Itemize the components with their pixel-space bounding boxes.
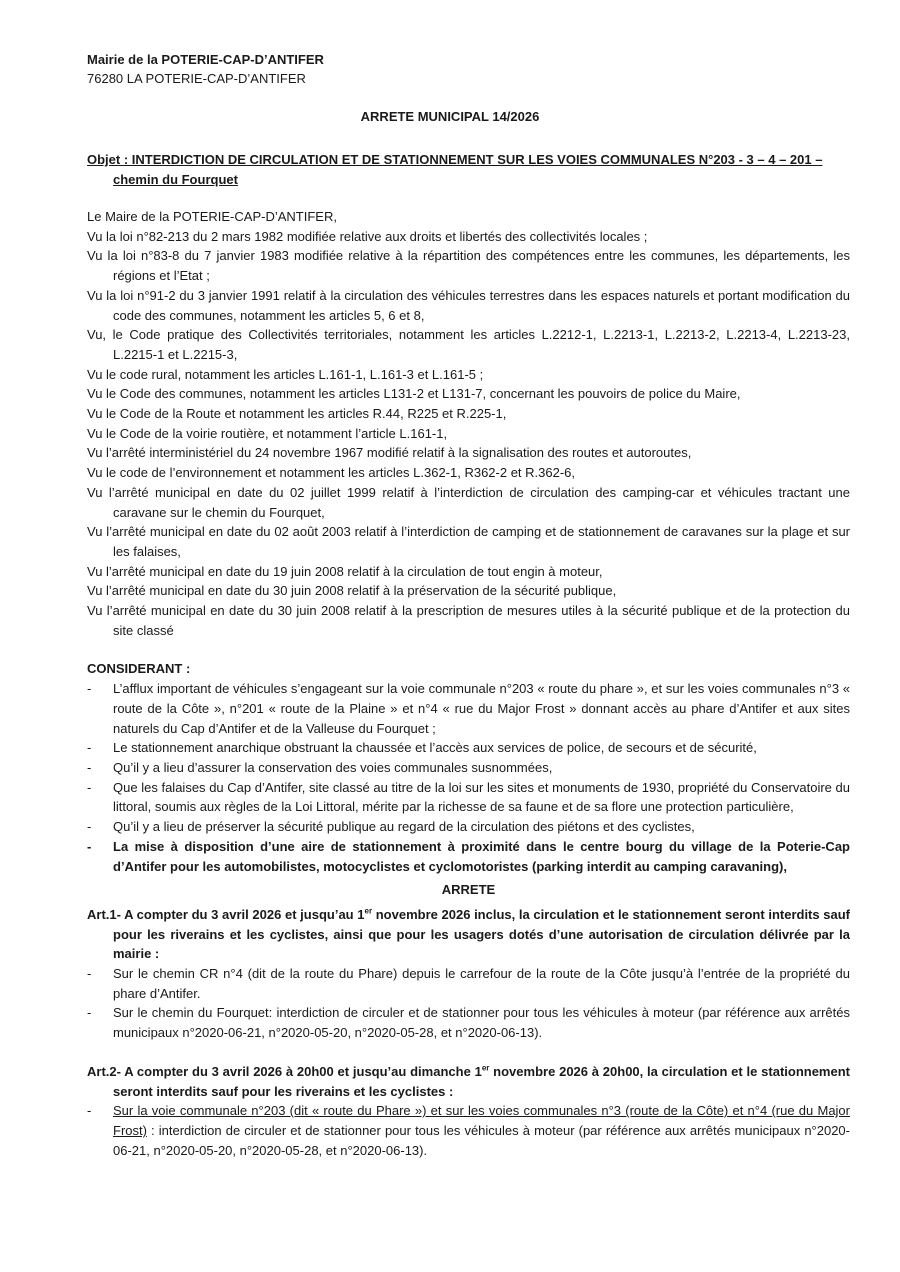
visa-item: Vu le Code des communes, notamment les articles L131-2 et L131-7, concernant les pouvoirs de police du Maire, [87, 386, 741, 402]
visa-item: Vu la loi n°82-213 du 2 mars 1982 modifiée relative aux droits et libertés des collectivités locales ; [87, 228, 648, 244]
bullet-dash: - [87, 779, 92, 795]
bullet-dash: - [87, 966, 92, 982]
visa-item: Vu le Code de la voirie routière, et notamment l’article L.161-1, [87, 425, 448, 441]
mairie-name: Mairie de la POTERIE-CAP-D’ANTIFER [87, 52, 324, 67]
mairie-address: 76280 LA POTERIE-CAP-D’ANTIFER [87, 71, 306, 86]
article-1-item: - Sur le chemin du Fourquet: interdiction de circuler et de stationner pour tous les véhicules à moteur (par référence aux arrêtés municipaux n°2020-06-21, n°2020-05-20, n°2020-05-28, et n°2020-06-13). [87, 1005, 850, 1041]
bullet-dash: - [87, 681, 92, 697]
considerant-item-bold: - La mise à disposition d’une aire de stationnement à proximité dans le centre bourg du village de la Poterie-Cap d’Antifer pour les automobilistes, motocyclistes et cyclomotoristes (parking interdit au camping caravaning), [87, 838, 850, 874]
visa-item: Vu la loi n°91-2 du 3 janvier 1991 relatif à la circulation des véhicules terrestres dans les espaces naturels et portant modification du code des communes, notamment les articles 5, 6 et 8, [87, 287, 850, 323]
visa-item: Vu le Code de la Route et notamment les articles R.44, R225 et R.225-1, [87, 406, 507, 422]
visa-item: Vu l’arrêté municipal en date du 30 juin 2008 relatif à la prescription de mesures utiles à la sécurité publique et de la protection du site classé [87, 603, 850, 638]
article-2: Art.2- A compter du 3 avril 2026 à 20h00 et jusqu’au dimanche 1er novembre 2026 à 20h00, la circulation et le stationnement seront interdits sauf pour les riverains et les cyclistes : [87, 1063, 850, 1099]
bullet-dash: - [87, 819, 92, 835]
considerant-item: - Que les falaises du Cap d’Antifer, site classé au titre de la loi sur les sites et monuments de 1930, propriété du Conservatoire du littoral, soumis aux règles de la Loi Littoral, mérite par la richesse de sa faune et de sa flore une protection particulière, [87, 779, 850, 815]
considerant-heading: CONSIDERANT : [87, 661, 191, 677]
arrete-heading: ARRETE [441, 882, 496, 898]
article-2-item: - Sur la voie communale n°203 (dit « route du Phare ») et sur les voies communales n°3 (route de la Côte) et n°4 (rue du Major Frost) : interdiction de circuler et de stationner pour tous les véhicules à moteur (par référence aux arrêtés municipaux n°2020-06-21, n°2020-05-20, n°2020-05-28, et n°2020-06-13). [87, 1103, 850, 1158]
document-body [87, 207, 850, 1160]
visa-item: Vu l’arrêté municipal en date du 02 août 2003 relatif à l’interdiction de camping et de stationnement de caravanes sur la plage et sur les falaises, [87, 524, 850, 559]
visa-item: Vu, le Code pratique des Collectivités territoriales, notamment les articles L.2212-1, L.2213-1, L.2213-2, L.2213-4, L.2213-23, L.2215-1 et L.2215-3, [87, 327, 850, 362]
visa-item: Vu l’arrêté municipal en date du 19 juin 2008 relatif à la circulation de tout engin à moteur, [87, 563, 603, 579]
visa-item: Vu l’arrêté municipal en date du 02 juillet 1999 relatif à l’interdiction de circulation des camping-car et véhicules tractant une caravane sur le chemin du Fourquet, [87, 484, 850, 520]
visa-item: Vu la loi n°83-8 du 7 janvier 1983 modifiée relative à la répartition des compétences entre les communes, les départements, les régions et l’Etat ; [87, 248, 850, 284]
article-1: Art.1- A compter du 3 avril 2026 et jusqu’au 1er novembre 2026 inclus, la circulation et le stationnement seront interdits sauf pour les riverains et les cyclistes, ainsi que pour les usagers dotés d’une autorisation de circulation délivrée par la mairie : [87, 906, 850, 962]
visa-item: Vu l’arrêté municipal en date du 30 juin 2008 relatif à la préservation de la sécurité publique, [87, 583, 617, 599]
document-title: ARRETE MUNICIPAL 14/2026 [360, 109, 540, 124]
bullet-dash: - [87, 1005, 92, 1021]
bullet-dash: - [87, 838, 92, 854]
letterhead [87, 50, 324, 88]
article-1-item: - Sur le chemin CR n°4 (dit de la route du Phare) depuis le carrefour de la route de la Côte jusqu’à l’entrée de la propriété du phare d’Antifer. [87, 966, 850, 1001]
considerant-item: - Qu’il y a lieu de préserver la sécurité publique au regard de la circulation des piétons et des cyclistes, [87, 817, 850, 837]
bullet-dash: - [87, 1103, 92, 1119]
considerant-item: - L’afflux important de véhicules s’engageant sur la voie communale n°203 « route du phare », et sur les voies communales n°3 « route de la Côte », n°201 « route de la Plaine » et n°4 « rue du Major Frost » donnant accès au phare d’Antifer et aux sites naturels du Cap d’Antifer et de la Valleuse du Fourquet ; [87, 681, 850, 736]
bullet-dash: - [87, 740, 92, 756]
intro-line: Le Maire de la POTERIE-CAP-D’ANTIFER, [87, 209, 337, 224]
visa-item: Vu le code rural, notamment les articles L.161-1, L.161-3 et L.161-5 ; [87, 366, 484, 382]
bullet-dash: - [87, 759, 92, 775]
visa-item: Vu le code de l’environnement et notamment les articles L.362-1, R362-2 et R.362-6, [87, 465, 576, 481]
visa-item: Vu l’arrêté interministériel du 24 novembre 1967 modifié relatif à la signalisation des routes et autoroutes, [87, 445, 692, 461]
considerant-item: - Qu’il y a lieu d’assurer la conservation des voies communales susnommées, [87, 758, 850, 778]
objet-line: Objet : INTERDICTION DE CIRCULATION ET DE STATIONNEMENT SUR LES VOIES COMMUNALES N°203 - 3 – 4 – 201 – chemin du Fourquet [87, 152, 823, 187]
considerant-item: - Le stationnement anarchique obstruant la chaussée et l’accès aux services de police, de secours et de sécurité, [87, 738, 850, 758]
